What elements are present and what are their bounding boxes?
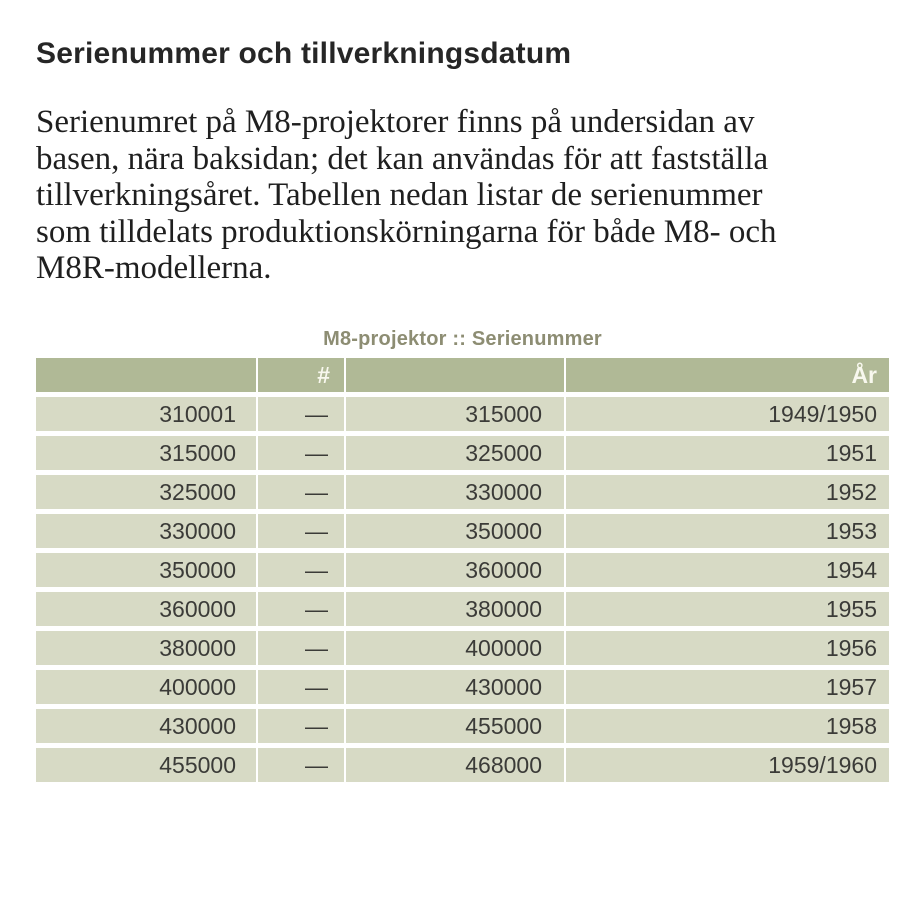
cell-year: 1958 [564, 709, 889, 743]
cell-year: 1959/1960 [564, 748, 889, 782]
table-row [36, 436, 889, 470]
header-year: År [564, 358, 889, 392]
cell-serial-from: 380000 [36, 631, 256, 665]
cell-year: 1953 [564, 514, 889, 548]
cell-year: 1955 [564, 592, 889, 626]
cell-serial-from: 330000 [36, 514, 256, 548]
cell-serial-from: 455000 [36, 748, 256, 782]
table-row [36, 631, 889, 665]
cell-year: 1957 [564, 670, 889, 704]
page-title: Serienummer och tillverkningsdatum [36, 37, 572, 70]
cell-range-dash: — [256, 553, 344, 587]
cell-serial-to: 360000 [344, 553, 564, 587]
cell-range-dash: — [256, 475, 344, 509]
paragraph-line: som tilldelats produktionskörningarna för både M8- och [36, 213, 777, 250]
cell-serial-to: 400000 [344, 631, 564, 665]
cell-serial-to: 350000 [344, 514, 564, 548]
cell-serial-from: 360000 [36, 592, 256, 626]
table-row [36, 592, 889, 626]
paragraph-line: M8R-modellerna. [36, 250, 272, 286]
table-row [36, 514, 889, 548]
paragraph-line: basen, nära baksidan; det kan användas för att fastställa [36, 140, 769, 177]
serial-number-table [36, 353, 889, 787]
cell-year: 1956 [564, 631, 889, 665]
cell-serial-from: 325000 [36, 475, 256, 509]
cell-range-dash: — [256, 709, 344, 743]
cell-year: 1952 [564, 475, 889, 509]
cell-serial-to: 468000 [344, 748, 564, 782]
table-header-row [36, 358, 889, 392]
cell-serial-from: 400000 [36, 670, 256, 704]
cell-serial-from: 310001 [36, 397, 256, 431]
cell-serial-from: 315000 [36, 436, 256, 470]
header-hash: # [256, 358, 344, 392]
cell-serial-to: 325000 [344, 436, 564, 470]
cell-range-dash: — [256, 436, 344, 470]
cell-serial-to: 315000 [344, 397, 564, 431]
cell-serial-from: 430000 [36, 709, 256, 743]
header-from [36, 358, 256, 392]
paragraph-line: tillverkningsåret. Tabellen nedan listar de serienummer [36, 177, 763, 213]
table-row [36, 553, 889, 587]
table-row [36, 475, 889, 509]
paragraph-line: Serienumret på M8-projektorer finns på undersidan av [36, 104, 755, 140]
header-to [344, 358, 564, 392]
cell-serial-to: 455000 [344, 709, 564, 743]
intro-paragraph [36, 104, 889, 287]
cell-range-dash: — [256, 397, 344, 431]
cell-year: 1951 [564, 436, 889, 470]
table-row [36, 748, 889, 782]
cell-year: 1949/1950 [564, 397, 889, 431]
table-row [36, 709, 889, 743]
cell-year: 1954 [564, 553, 889, 587]
table-title: M8-projektor :: Serienummer [323, 327, 602, 350]
serial-table-section [36, 327, 889, 787]
table-row [36, 397, 889, 431]
cell-serial-to: 430000 [344, 670, 564, 704]
table-row [36, 670, 889, 704]
cell-range-dash: — [256, 592, 344, 626]
cell-range-dash: — [256, 631, 344, 665]
cell-serial-to: 330000 [344, 475, 564, 509]
cell-range-dash: — [256, 514, 344, 548]
cell-range-dash: — [256, 670, 344, 704]
cell-range-dash: — [256, 748, 344, 782]
cell-serial-to: 380000 [344, 592, 564, 626]
cell-serial-from: 350000 [36, 553, 256, 587]
